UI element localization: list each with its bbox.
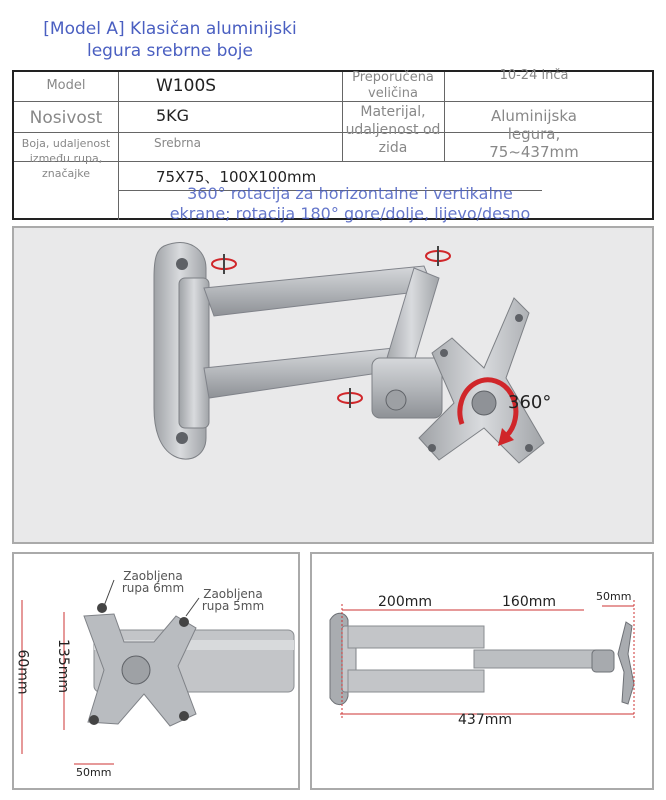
dim-160mm: 160mm [502,594,556,610]
wall-mount-arm-illustration [14,228,654,544]
dim-135mm: 135mm [55,639,71,693]
feature-line-2: ekrane; rotacija 180° gore/dolje, lijevo/desno [169,204,531,223]
model-value: W100S [156,76,217,96]
feature-text [140,184,560,224]
feature-line-1: 360° rotacija za horizontalne i vertikalne [187,184,513,203]
dim-200mm: 200mm [378,594,432,610]
dim-50mm-side: 50mm [596,590,632,603]
rec-value: 10-24 inča [499,68,569,83]
rotation-360-label: 360° [508,392,552,413]
front-view-panel [12,552,300,790]
hole-5mm-label: Zaobljena rupa 5mm [201,587,265,613]
hole-6mm-label: Zaobljena rupa 6mm [121,569,185,595]
dim-437mm: 437mm [458,712,512,728]
rotate-icon [212,254,236,274]
title-line-2: legura srebrne boje [87,41,253,61]
rotate-icon [426,246,450,266]
holes-value: 75X75、100X100mm [156,168,317,186]
model-label: Model [46,78,86,93]
side-view-panel [310,552,654,790]
color-label: Boja, udaljenost između rupa, značajke [21,137,111,180]
dim-60mm: 60mm [14,649,31,695]
product-title [0,18,340,62]
color-value: Srebrna [154,136,201,150]
rotate-icon [338,388,362,408]
rec-label: Preporučena veličina [352,70,434,101]
material-label: Materijal, udaljenost od zida [345,104,441,156]
load-label: Nosivost [29,108,103,128]
dim-50mm-front: 50mm [76,766,112,779]
title-line-1: [Model A] Klasičan aluminijski [43,19,297,39]
product-photo-panel [12,226,654,544]
load-value: 5KG [156,106,190,125]
material-value: Aluminijska legura, 75~437mm [489,107,579,161]
